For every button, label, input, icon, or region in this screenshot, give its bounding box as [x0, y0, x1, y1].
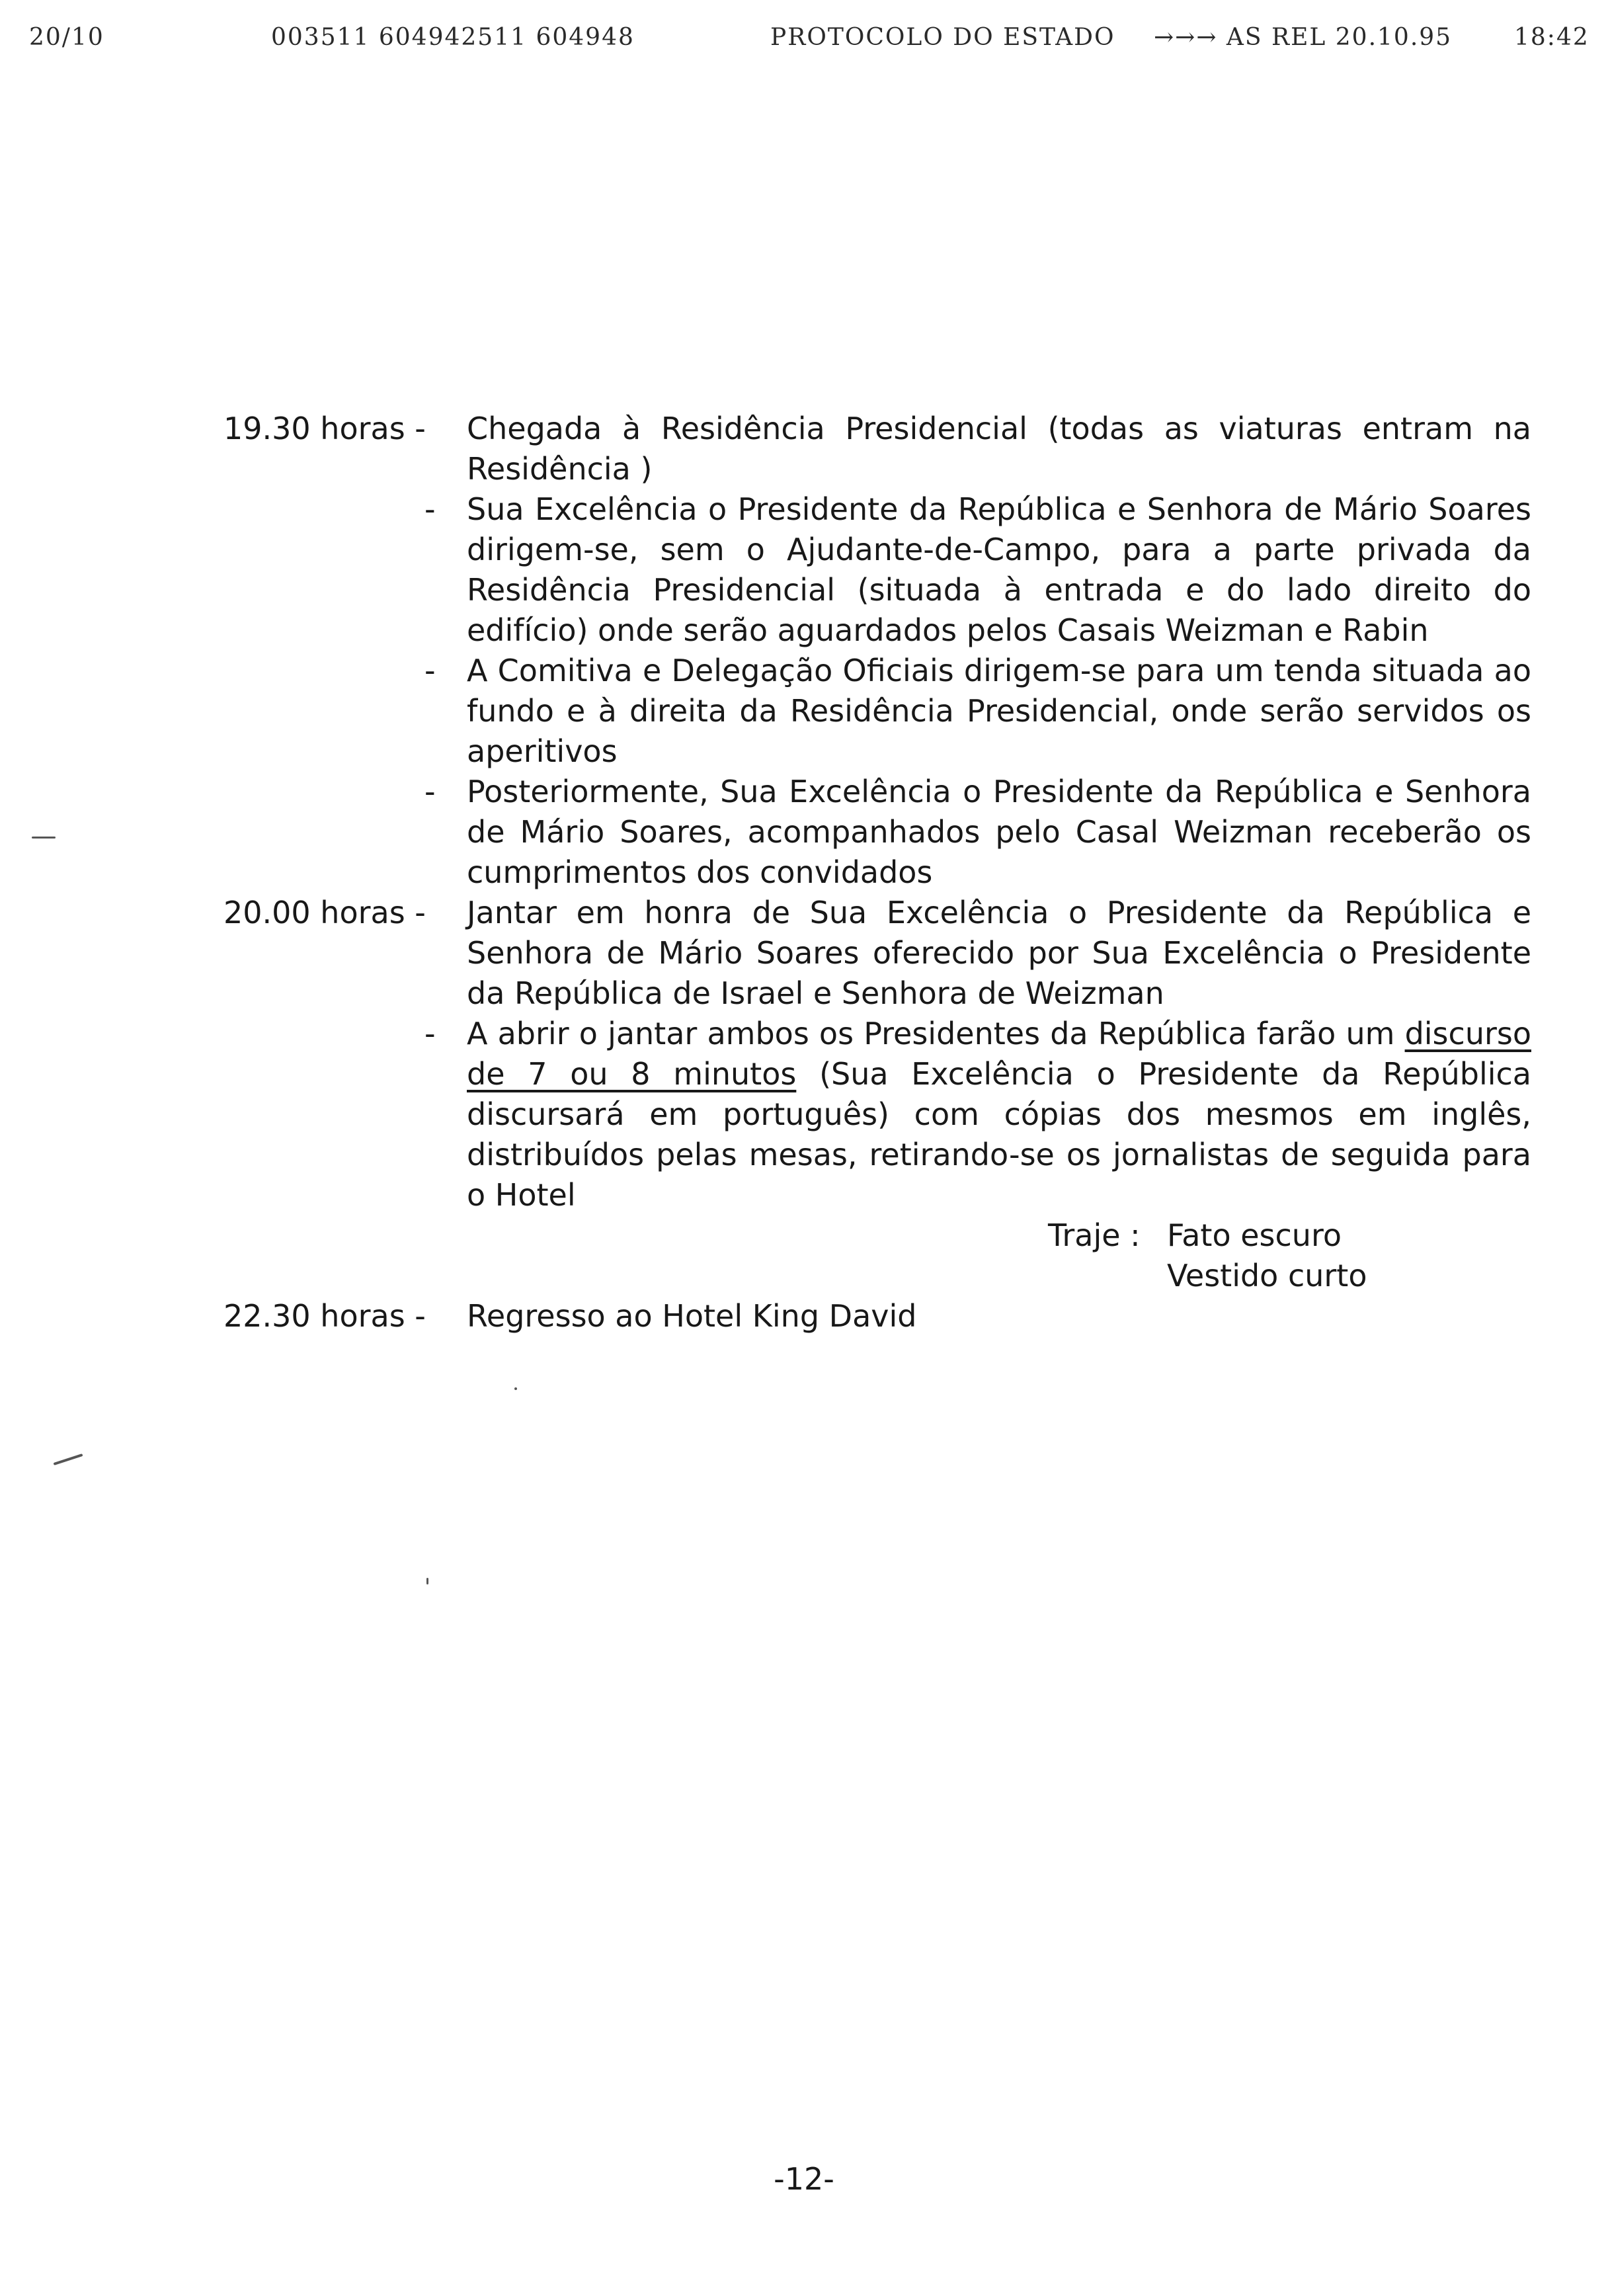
fax-date: 20/10 — [29, 24, 104, 51]
schedule-item-text: Sua Excelência o Presidente da República e Senhora de Mário Soares dirigem-se, sem o Ajudante-de-Campo, para a parte privada da Residência Presidencial (situada à entrada e do lado direito do edifício) onde serão aguardados pelos Casais Weizman e Rabin — [467, 491, 1531, 648]
schedule-item-text — [467, 1014, 1531, 1215]
dress-code-label: Traje : — [1048, 1217, 1141, 1253]
fax-time: 18:42 — [1514, 24, 1589, 51]
scan-artifact — [514, 1387, 517, 1390]
fax-sender-title: PROTOCOLO DO ESTADO — [770, 24, 1115, 51]
schedule-item-text: Jantar em honra de Sua Excelência o Presidente da República e Senhora de Mário Soares oferecido por Sua Excelência o Presidente da República de Israel e Senhora de Weizman — [467, 895, 1531, 1011]
text-segment: (Sua Excelência o Presidente da República discursará em português) com cópias dos mesmos em inglês, distribuídos pelas mesas, retirando-se os jornalistas de seguida para o Hotel — [467, 1056, 1531, 1213]
page-number: -12- — [774, 2161, 834, 2197]
scan-artifact — [426, 1578, 428, 1584]
dress-code-women: Vestido curto — [1167, 1258, 1367, 1293]
bullet-dash: - — [424, 1016, 436, 1051]
bullet-dash: - — [424, 653, 436, 688]
schedule-time: 22.30 horas - — [223, 1298, 426, 1334]
bullet-dash: - — [424, 491, 436, 527]
dress-code-values — [1167, 1215, 1367, 1296]
bullet-dash: - — [424, 774, 436, 809]
schedule-time: 20.00 horas - — [223, 895, 426, 930]
schedule-item-text: Chegada à Residência Presidencial (todas as viaturas entram na Residência ) — [467, 411, 1531, 487]
scan-artifact — [32, 837, 56, 839]
fax-destination: →→→ AS REL 20.10.95 — [1154, 24, 1453, 51]
schedule-item-text: Regresso ao Hotel King David — [467, 1298, 917, 1334]
schedule-item-text: Posteriormente, Sua Excelência o Presidente da República e Senhora de Mário Soares, acompanhados pelo Casal Weizman receberão os cumprimentos dos convidados — [467, 774, 1531, 890]
fax-phone-numbers: 003511 604942511 604948 — [271, 24, 635, 51]
dress-code-men: Fato escuro — [1167, 1217, 1342, 1253]
text-segment: A abrir o jantar ambos os Presidentes da República farão um — [467, 1016, 1405, 1051]
schedule-time: 19.30 horas - — [223, 411, 426, 446]
underlined-phrase: discurso de 7 ou 8 minutos — [467, 1016, 1531, 1092]
schedule-item-text: A Comitiva e Delegação Oficiais dirigem-se para um tenda situada ao fundo e à direita da Residência Presidencial, onde serão servidos os aperitivos — [467, 653, 1531, 769]
